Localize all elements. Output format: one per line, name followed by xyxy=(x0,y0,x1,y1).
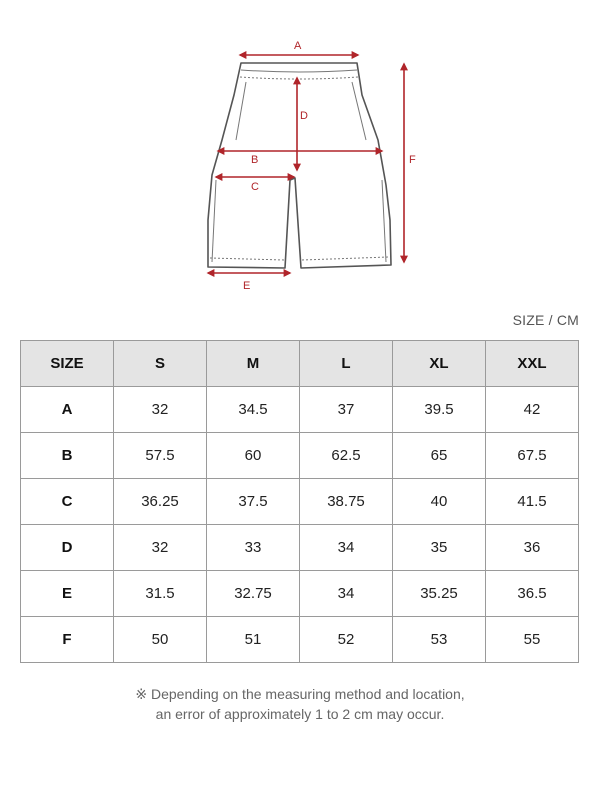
note-line-2: an error of approximately 1 to 2 cm may occur. xyxy=(155,706,445,722)
shorts-measurement-diagram xyxy=(0,0,600,300)
label-d: D xyxy=(300,110,308,122)
cell-xl: 35 xyxy=(393,525,486,571)
cell-s: 36.25 xyxy=(114,479,207,525)
cell-xl: 39.5 xyxy=(393,387,486,433)
shorts-body xyxy=(208,63,391,268)
header-s: S xyxy=(114,341,207,387)
cell-l: 52 xyxy=(300,617,393,663)
cell-s: 57.5 xyxy=(114,433,207,479)
header-size: SIZE xyxy=(21,341,114,387)
cell-l: 38.75 xyxy=(300,479,393,525)
shorts-outline xyxy=(208,63,391,268)
header-m: M xyxy=(207,341,300,387)
row-label: D xyxy=(21,525,114,571)
label-b: B xyxy=(251,154,259,166)
table-row xyxy=(21,525,579,571)
cell-m: 51 xyxy=(207,617,300,663)
label-e: E xyxy=(243,280,251,292)
table-row xyxy=(21,433,579,479)
cell-xl: 53 xyxy=(393,617,486,663)
cell-xl: 65 xyxy=(393,433,486,479)
cell-s: 50 xyxy=(114,617,207,663)
cell-l: 62.5 xyxy=(300,433,393,479)
cell-xxl: 55 xyxy=(486,617,579,663)
size-table xyxy=(20,340,579,663)
cell-xxl: 36.5 xyxy=(486,571,579,617)
cell-xxl: 36 xyxy=(486,525,579,571)
row-label: C xyxy=(21,479,114,525)
cell-xxl: 67.5 xyxy=(486,433,579,479)
cell-m: 34.5 xyxy=(207,387,300,433)
cell-l: 34 xyxy=(300,525,393,571)
cell-s: 32 xyxy=(114,525,207,571)
row-label: E xyxy=(21,571,114,617)
header-xl: XL xyxy=(393,341,486,387)
cell-m: 60 xyxy=(207,433,300,479)
row-label: B xyxy=(21,433,114,479)
table-header-row xyxy=(21,341,579,387)
header-l: L xyxy=(300,341,393,387)
cell-l: 34 xyxy=(300,571,393,617)
row-label: A xyxy=(21,387,114,433)
cell-xl: 35.25 xyxy=(393,571,486,617)
table-row xyxy=(21,571,579,617)
cell-xl: 40 xyxy=(393,479,486,525)
label-c: C xyxy=(251,181,259,193)
cell-xxl: 41.5 xyxy=(486,479,579,525)
cell-m: 37.5 xyxy=(207,479,300,525)
label-f: F xyxy=(409,154,416,166)
table-row xyxy=(21,479,579,525)
label-a: A xyxy=(294,40,302,52)
cell-m: 33 xyxy=(207,525,300,571)
note-line-1: ※ Depending on the measuring method and location, xyxy=(135,686,465,702)
table-row xyxy=(21,617,579,663)
cell-m: 32.75 xyxy=(207,571,300,617)
row-label: F xyxy=(21,617,114,663)
unit-label: SIZE / CM xyxy=(512,312,579,328)
cell-l: 37 xyxy=(300,387,393,433)
cell-xxl: 42 xyxy=(486,387,579,433)
cell-s: 32 xyxy=(114,387,207,433)
measurement-note xyxy=(0,684,600,724)
table-row xyxy=(21,387,579,433)
header-xxl: XXL xyxy=(486,341,579,387)
cell-s: 31.5 xyxy=(114,571,207,617)
